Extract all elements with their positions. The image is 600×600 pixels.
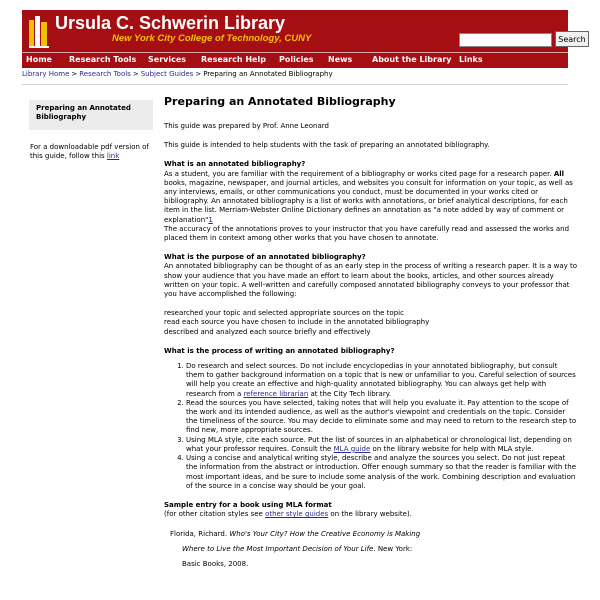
breadcrumb-separator: > [71,70,78,78]
site-header [22,10,586,52]
nav-research-help[interactable]: Research Help [201,55,266,64]
breadcrumb [22,70,568,82]
entry-publisher: . New York: [373,545,413,554]
step-text: Do research and select sources. Do not include encyclopedias in your annotated bibliography, but consult them to gather background information on a topic that is new or unfamiliar to you. Careful selection of sources will help you create an effective and high-quality annotated bibliography. You can always get help with research from a [186,362,576,398]
answer-text: books, magazine, newspaper, and journal articles, and websites you consult for information on your topic, as well as any interviews, emails, or other communications you conduct, must be documented in your works cited or bibliography. An annotated bibliography is a list of works with annotations, or brief analytical descriptions, for each item in the list. Merriam-Webster Online Dictionary defines an annotation as "a note added by way of comment or explanation" [164,178,573,224]
step-text: on the library website for help with MLA style. [372,444,534,453]
breadcrumb-separator: > [195,70,202,78]
sample-note-text: on the library website). [330,510,412,519]
answer-paragraph [164,170,578,225]
pdf-link[interactable]: link [106,152,120,160]
reference-librarian-link[interactable]: reference librarian [243,389,309,398]
answer-emphasis: All [553,169,565,178]
list-item: 4. Using a concise and analytical writing style, describe and analyze the sources you select. Do not just repeat the information from the abstract or introduction. Offer enough summary so that the reader is familiar with the most important ideas, and be sure to include some analysis of the work. Combining description and evaluation of the source in a concise way should be your goal. [186,454,578,491]
answer-paragraph: An annotated bibliography can be thought of as an early step in the process of writing a research paper. It is a way to show your audience that you have made an effort to learn about the books, articles, and other sources already written on your topic. A well-written and carefully composed annotated bibliography conveys to your professor that you have accomplished the following: [164,262,577,299]
books-icon [29,16,49,48]
main-content [164,95,578,572]
nav-home[interactable]: Home [26,55,52,64]
question-heading: What is an annotated bibliography? [164,160,306,169]
list-item [186,362,578,399]
entry-line-3: Basic Books, 2008. [182,560,249,569]
breadcrumb-subject-guides[interactable]: Subject Guides [140,70,194,78]
library-subtitle: New York City College of Technology, CUNY [112,33,312,44]
sample-entry [164,527,578,572]
nav-services[interactable]: Services [148,55,187,64]
footnote-link[interactable]: 1 [208,215,213,224]
breadcrumb-current: Preparing an Annotated Bibliography [203,70,333,78]
nav-news[interactable]: News [328,55,353,64]
answer-paragraph: The accuracy of the annotations proves to your instructor that you have carefully read and assessed the works and placed them in context among other works that you have chosen to annotate. [164,224,570,243]
list-item: 2. Read the sources you have selected, taking notes that will help you evaluate it. Pay attention to the scope of the work and its intended audience, as well as the author's viewpoint and credentials on the topic. Consider the timeliness of the source. You may decide to eliminate some and may need to return to the research step to find new, more appropriate sources. [186,399,578,436]
sample-heading: Sample entry for a book using MLA format [164,500,332,509]
sidebar-pdf-text: For a downloadable pdf version of this guide, follow this [30,143,149,160]
search-button[interactable]: Search [555,31,589,47]
nav-research-tools[interactable]: Research Tools [69,55,137,64]
library-title[interactable]: Ursula C. Schwerin Library [55,13,286,33]
steps-list [164,362,578,491]
goals-list [164,309,578,337]
other-style-guides-link[interactable]: other style guides [265,510,329,519]
list-item: described and analyzed each source briefly and effectively [164,327,371,336]
nav-about[interactable]: About the Library [372,55,452,64]
prepared-by: This guide was prepared by Prof. Anne Leonard [164,122,329,130]
nav-policies[interactable]: Policies [279,55,314,64]
entry-line-1 [170,527,578,542]
main-nav [22,52,568,68]
entry-line-2 [170,542,578,557]
page-title: Preparing an Annotated Bibliography [164,95,396,108]
breadcrumb-research-tools[interactable]: Research Tools [79,70,131,78]
breadcrumb-separator: > [132,70,139,78]
entry-title: Who's Your City? How the Creative Economy is Making [229,530,421,539]
intro-text: This guide is intended to help students with the task of preparing an annotated bibliography. [164,141,490,150]
step-text: at the City Tech library. [310,389,392,398]
question-heading: What is the purpose of an annotated bibliography? [164,253,366,262]
sidebar-nav-box [29,100,153,130]
nav-links[interactable]: Links [459,55,483,64]
step-text: Using MLA style, cite each source. Put the list of sources in an alphabetical or chronological list, depending on what your professor requires. Consult the [186,435,572,453]
mla-guide-link[interactable]: MLA guide [333,444,371,453]
sidebar-item-current[interactable]: Preparing an Annotated Bibliography [36,104,131,121]
question-heading: What is the process of writing an annotated bibliography? [164,346,395,355]
entry-title: Where to Live the Most Important Decision of Your Life [182,545,374,554]
answer-text: As a student, you are familiar with the requirement of a bibliography or works cited page for a research paper. [164,169,552,178]
list-item [186,436,578,454]
sidebar-pdf-note [30,143,152,161]
sample-note-text: (for other citation styles see [164,510,263,519]
sample-note [164,510,578,519]
list-item: read each source you have chosen to include in the annotated bibliography [164,318,430,327]
divider [22,84,568,85]
search-input[interactable] [459,33,552,47]
entry-author: Florida, Richard. [170,530,228,539]
breadcrumb-library-home[interactable]: Library Home [22,70,70,78]
list-item: researched your topic and selected appropriate sources on the topic [164,309,404,318]
